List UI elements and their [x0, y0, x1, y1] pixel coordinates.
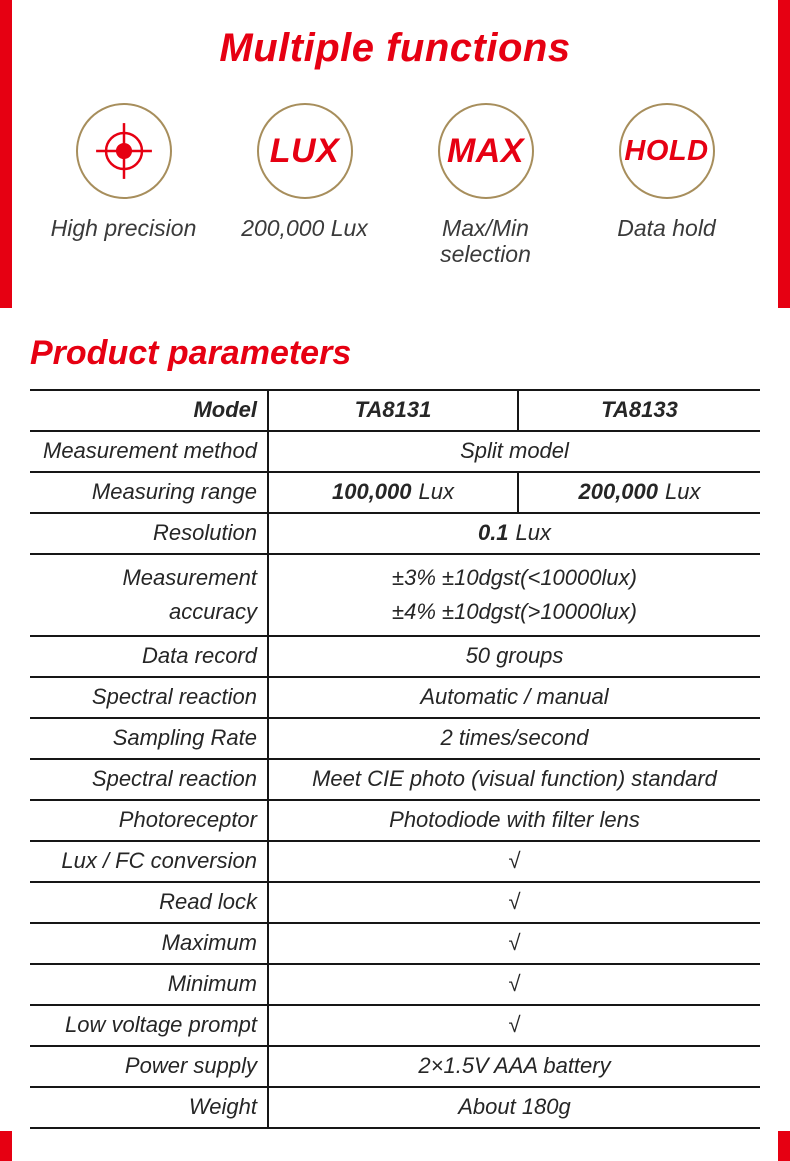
checkmark: √ — [508, 971, 521, 997]
range-number: 200,000 — [578, 479, 659, 505]
row-label-model: Model — [30, 391, 269, 430]
row-label: Spectral reaction — [30, 678, 269, 717]
row-label: Measurement method — [30, 432, 269, 471]
resolution-unit: Lux — [515, 520, 552, 546]
row-label: Data record — [30, 637, 269, 676]
table-row-model — [30, 391, 760, 432]
checkmark: √ — [508, 848, 521, 874]
accuracy-value-line1: ±3% ±10dgst(<10000lux) — [392, 564, 637, 590]
checkmark: √ — [508, 889, 521, 915]
model-name-ta8133: TA8133 — [601, 397, 678, 423]
hold-icon: HOLD — [624, 134, 709, 167]
range-number: 100,000 — [331, 479, 412, 505]
accuracy-value-line2: ±4% ±10dgst(>10000lux) — [392, 598, 637, 624]
row-label: Resolution — [30, 514, 269, 553]
row-label: Spectral reaction — [30, 760, 269, 799]
row-value: 50 groups — [465, 643, 564, 669]
function-item-data-hold — [576, 103, 757, 268]
function-item-lux-range — [214, 103, 395, 268]
table-row-read-lock — [30, 883, 760, 924]
function-circle — [438, 103, 534, 199]
table-row-spectral-reaction-2 — [30, 760, 760, 801]
table-row-resolution — [30, 514, 760, 555]
range-unit: Lux — [665, 479, 701, 505]
row-label: Read lock — [30, 883, 269, 922]
row-label: Maximum — [30, 924, 269, 963]
range-unit: Lux — [418, 479, 454, 505]
max-icon: MAX — [446, 131, 525, 170]
function-circle — [76, 103, 172, 199]
table-row-minimum — [30, 965, 760, 1006]
row-value — [269, 555, 760, 635]
row-label: Power supply — [30, 1047, 269, 1086]
function-label-high-precision: High precision — [50, 215, 197, 241]
range-value-ta8133 — [519, 473, 760, 512]
function-circle — [619, 103, 715, 199]
row-label: Sampling Rate — [30, 719, 269, 758]
table-row-weight — [30, 1088, 760, 1129]
functions-section-title: Multiple functions — [219, 26, 571, 70]
row-label: Measuring range — [30, 473, 269, 512]
table-row-low-voltage-prompt — [30, 1006, 760, 1047]
row-label: Weight — [30, 1088, 269, 1127]
function-item-high-precision — [33, 103, 214, 268]
table-row-measurement-accuracy — [30, 555, 760, 637]
table-row-sampling-rate — [30, 719, 760, 760]
parameters-section-title: Product parameters — [30, 333, 352, 372]
red-edge-strip-top-left — [0, 0, 12, 308]
model-name-ta8131: TA8131 — [269, 391, 519, 430]
red-edge-strip-bottom-left — [0, 1131, 12, 1161]
row-value: About 180g — [458, 1094, 571, 1120]
accuracy-label-line1: Measurement — [122, 564, 257, 590]
table-row-data-record — [30, 637, 760, 678]
accuracy-label-line2: accuracy — [168, 598, 257, 624]
checkmark: √ — [508, 930, 521, 956]
row-label: Photoreceptor — [30, 801, 269, 840]
resolution-number: 0.1 — [477, 520, 509, 546]
function-label-lux-range: 200,000 Lux — [241, 215, 368, 241]
row-value — [269, 514, 760, 553]
table-row-measuring-range — [30, 473, 760, 514]
lux-icon: LUX — [269, 131, 340, 170]
row-value: Meet CIE photo (visual function) standard — [312, 766, 717, 792]
table-row-measurement-method — [30, 432, 760, 473]
red-edge-strip-bottom-right — [778, 1131, 790, 1161]
range-value-ta8131 — [269, 473, 519, 512]
functions-row — [33, 103, 757, 268]
row-value: 2×1.5V AAA battery — [418, 1053, 611, 1079]
function-circle — [257, 103, 353, 199]
row-label — [30, 555, 269, 635]
table-row-maximum — [30, 924, 760, 965]
function-label-data-hold: Data hold — [617, 215, 716, 241]
crosshair-target-icon — [93, 120, 155, 182]
row-value: Automatic / manual — [420, 684, 609, 710]
red-edge-strip-top-right — [778, 0, 790, 308]
function-label-max-min: Max/Min selection — [440, 215, 531, 268]
table-row-power-supply — [30, 1047, 760, 1088]
row-label: Low voltage prompt — [30, 1006, 269, 1045]
function-item-max-min — [395, 103, 576, 268]
table-row-photoreceptor — [30, 801, 760, 842]
spec-table — [30, 389, 760, 1129]
row-label: Minimum — [30, 965, 269, 1004]
checkmark: √ — [508, 1012, 521, 1038]
row-value: 2 times/second — [440, 725, 589, 751]
row-value: Split model — [460, 438, 569, 464]
table-row-lux-fc-conversion — [30, 842, 760, 883]
table-row-spectral-reaction-1 — [30, 678, 760, 719]
row-label: Lux / FC conversion — [30, 842, 269, 881]
row-value: Photodiode with filter lens — [389, 807, 640, 833]
